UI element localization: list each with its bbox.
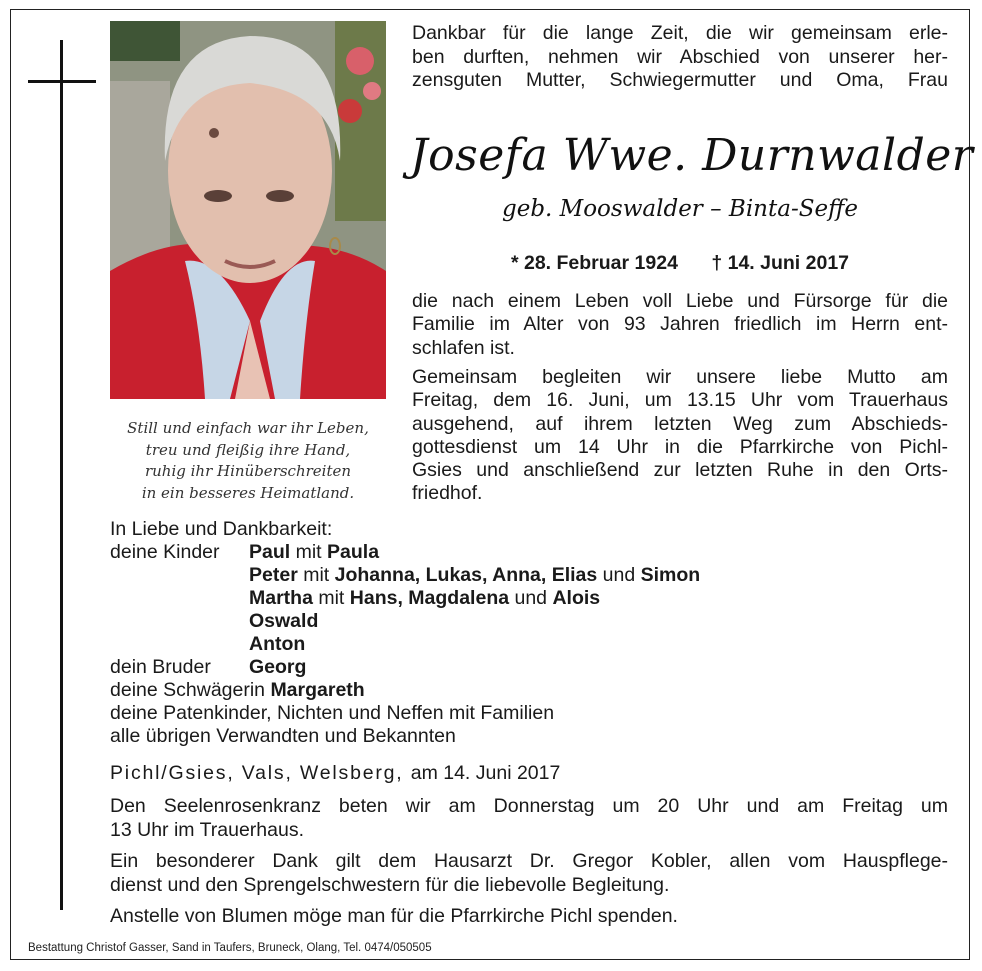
list-item bbox=[110, 679, 950, 702]
paragraph-line: die nach einem Leben voll Liebe und Fürsorge für die bbox=[412, 290, 948, 312]
death-date: † 14. Juni 2017 bbox=[711, 252, 850, 274]
brother-name: Georg bbox=[249, 656, 307, 678]
funeral-home-footer: Bestattung Christof Gasser, Sand in Taufers, Bruneck, Olang, Tel. 0474/050505 bbox=[28, 942, 432, 954]
thanks-note bbox=[110, 850, 948, 897]
note-line: Anstelle von Blumen möge man für die Pfarrkirche Pichl spenden. bbox=[110, 905, 678, 927]
portrait-photo bbox=[110, 21, 386, 399]
list-item: Peter mit Johanna, Lukas, Anna, Elias und Simon bbox=[249, 564, 701, 586]
note-line: dienst und den Sprengelschwestern für die liebevolle Begleitung. bbox=[110, 873, 670, 896]
paragraph-line: Familie im Alter von 93 Jahren friedlich im Herrn ent- bbox=[412, 313, 948, 336]
paragraph-line: ausgehend, auf ihrem letzten Weg zum Abschieds- bbox=[412, 412, 948, 435]
sisterinlaw-name: Margareth bbox=[270, 679, 365, 701]
paragraph-line: gottesdienst um 14 Uhr in die Pfarrkirche von Pichl- bbox=[412, 435, 948, 458]
rosary-note bbox=[110, 795, 948, 842]
paragraph-line: Gsies und anschließend zur letzten Ruhe in den Orts- bbox=[412, 459, 948, 482]
list-item: Anton bbox=[249, 633, 306, 655]
list-item: deine Kinder Paul mit Paula bbox=[110, 541, 380, 563]
poem-line: ruhig ihr Hinüberschreiten bbox=[144, 462, 352, 480]
poem-line: in ein besseres Heimatland. bbox=[141, 483, 355, 502]
list-item: deine Patenkinder, Nichten und Neffen mit Familien bbox=[110, 702, 555, 724]
birth-name: geb. Mooswalder – Binta-Seffe bbox=[501, 196, 858, 222]
intro-line: ben durften, nehmen wir Abschied von unserer her- bbox=[412, 45, 948, 68]
funeral-paragraph bbox=[412, 366, 948, 506]
cross-icon-bar bbox=[28, 80, 96, 83]
notice-date: am 14. Juni 2017 bbox=[410, 762, 561, 784]
list-item: Martha mit Hans, Magdalena und Alois bbox=[249, 587, 601, 609]
mourners-heading: In Liebe und Dankbarkeit: bbox=[110, 518, 333, 540]
mourners-list bbox=[110, 518, 950, 748]
birth-date: * 28. Februar 1924 bbox=[510, 252, 678, 274]
note-line: Den Seelenrosenkranz beten wir am Donnerstag um 20 Uhr und am Freitag um bbox=[110, 795, 948, 817]
life-dates bbox=[412, 252, 948, 275]
brother-label: dein Bruder bbox=[110, 656, 211, 678]
place-and-date bbox=[110, 762, 560, 785]
poem-line: Still und einfach war ihr Leben, bbox=[127, 419, 369, 437]
place-names: Pichl/Gsies, Vals, Welsberg, bbox=[110, 762, 404, 784]
paragraph-line: friedhof. bbox=[412, 482, 483, 505]
paragraph-line: Gemeinsam begleiten wir unsere liebe Mutto am bbox=[412, 366, 948, 388]
intro-text bbox=[412, 22, 948, 93]
poem-line: treu und fleißig ihre Hand, bbox=[145, 440, 351, 459]
sisterinlaw-label: deine Schwägerin bbox=[110, 679, 271, 701]
intro-line: zensguten Mutter, Schwiegermutter und Oma, Frau bbox=[412, 69, 948, 91]
list-item: alle übrigen Verwandten und Bekannten bbox=[110, 725, 456, 747]
paragraph-line: schlafen ist. bbox=[412, 336, 515, 359]
note-line: 13 Uhr im Trauerhaus. bbox=[110, 818, 305, 841]
poem bbox=[110, 418, 386, 504]
deceased-name: Josefa Wwe. Durnwalder bbox=[410, 130, 974, 181]
flowers-note bbox=[110, 905, 948, 929]
paragraph-line: Freitag, dem 16. Juni, um 13.15 Uhr vom Trauerhaus bbox=[412, 389, 948, 412]
list-item bbox=[110, 656, 950, 679]
cross-icon bbox=[60, 40, 63, 910]
passing-paragraph bbox=[412, 290, 948, 360]
note-line: Ein besonderer Dank gilt dem Hausarzt Dr. Gregor Kobler, allen vom Hauspflege- bbox=[110, 850, 948, 872]
intro-line: Dankbar für die lange Zeit, die wir gemeinsam erle- bbox=[412, 22, 948, 44]
children-label: deine Kinder bbox=[110, 541, 220, 563]
list-item: Oswald bbox=[249, 610, 319, 632]
